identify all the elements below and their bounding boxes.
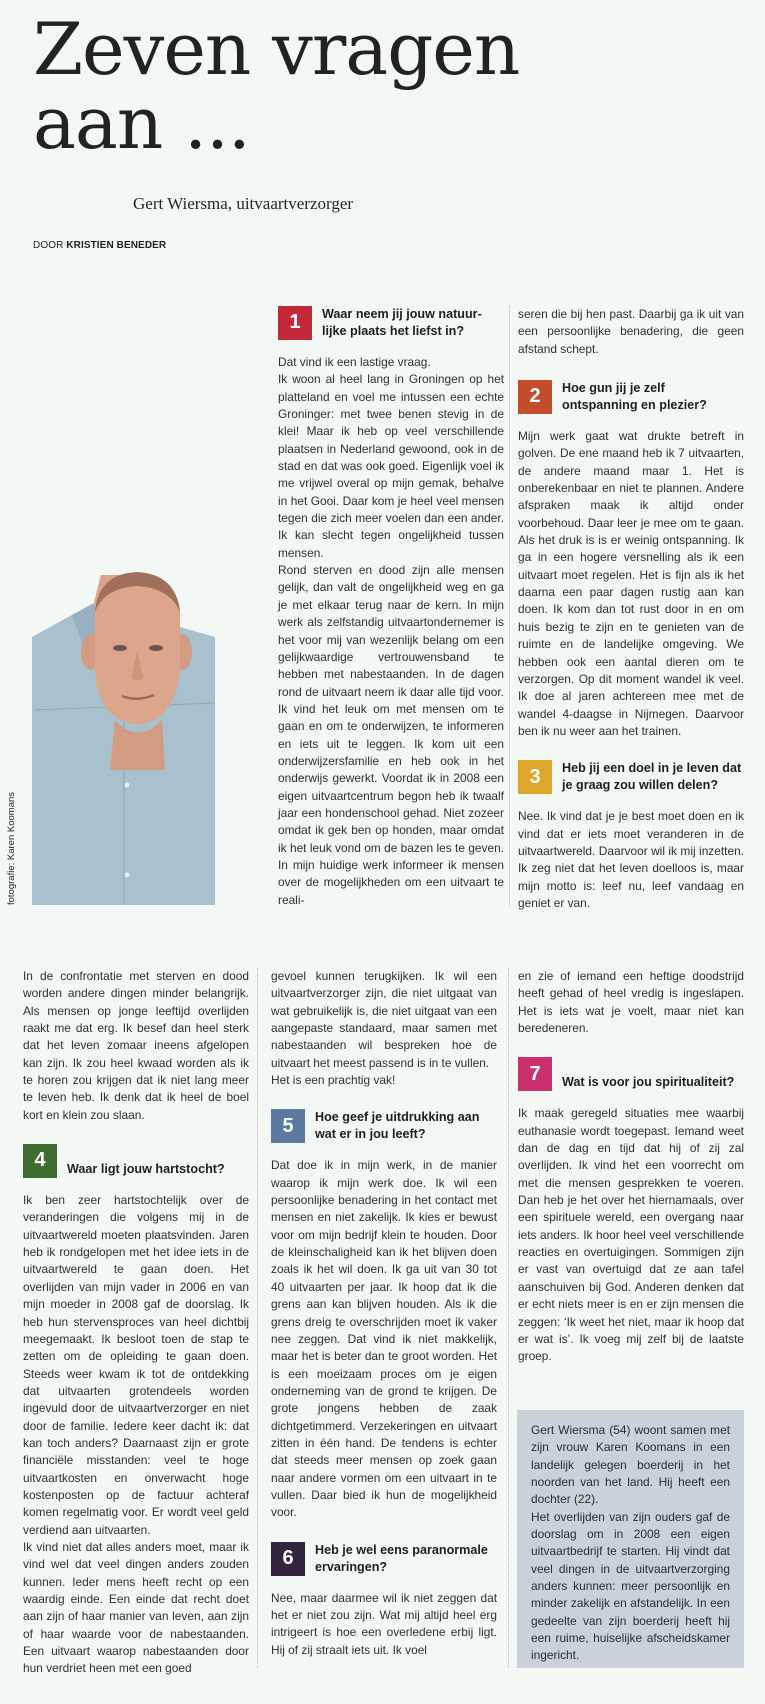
info-paragraph: Gert Wiersma (54) woont samen met zijn vrouw Karen Koomans in een landelijk gelegen boerderij in het noorden van het land. Hij heeft een dochter (22). xyxy=(531,1423,730,1507)
subtitle: Gert Wiersma, uitvaartverzorger xyxy=(133,194,354,213)
answer-paragraph: Nee, maar daarmee wil ik niet zeggen dat het er niet zou zijn. Wat mij altijd heel erg intrigeert is hoe een overledene erbij ligt. Hij of zij straalt iets uit. Ik voel xyxy=(271,1590,497,1657)
question-number-4: 4 xyxy=(23,1144,57,1178)
info-box xyxy=(517,1410,744,1668)
button xyxy=(125,783,130,788)
question-number-5: 5 xyxy=(271,1109,305,1143)
question-heading-5 xyxy=(271,1109,497,1143)
answer-paragraph: Ik woon al heel lang in Groningen op het platteland en voel me intussen een echte Groninger: met twee benen stevig in de klei! Maar ik heb op veel verschillende plaatsen in Nederland gewoond, ook in de stad en dat was ook goed. Eigenlijk voel ik me vrijwel overal op mijn gemak, behalve in het Gooi. Daar kom je heel veel mensen tegen die zich meer voelen dan een ander. Ik kan slecht tegen ongelijkheid tussen mensen. xyxy=(278,372,504,560)
question-text-5: Hoe geef je uitdrukking aan wat er in jou leeft? xyxy=(315,1110,480,1142)
question-heading-1 xyxy=(278,306,504,340)
column-bottom-left xyxy=(23,968,249,1678)
question-text-6: Heb je wel eens paranormale ervaringen? xyxy=(315,1542,488,1574)
question-text-3: Heb jij een doel in je leven dat je graag zou willen delen? xyxy=(562,761,742,793)
question-number-7: 7 xyxy=(518,1057,552,1091)
question-text-2: Hoe gun jij je zelf ontspanning en plezier? xyxy=(562,381,707,413)
question-heading-2 xyxy=(518,380,744,414)
question-number-3: 3 xyxy=(518,760,552,794)
question-text-4: Waar ligt jouw hartstocht? xyxy=(67,1162,225,1177)
question-number-2: 2 xyxy=(518,380,552,414)
question-heading-6 xyxy=(271,1542,497,1576)
portrait-head xyxy=(70,570,205,770)
column-divider xyxy=(257,968,258,1668)
answer-paragraph: Ik ben zeer hartstochtelijk over de veranderingen die volgens mij in de uitvaartwereld moeten plaatsvinden. Jaren heb ik rondgelopen met het idee iets in de uitvaartwereld te gaan doen. Het overlijden van mijn vader in 2006 en van mijn moeder in 2008 gaf de doorslag. Ik heb hun stervensproces van heel dichtbij meegemaakt. Ik besloot toen de stap te zetten om de opleiding te gaan doen. Steeds weer kwam ik tot de ontdekking dat uitvaarten grotendeels worden ingevuld door de uitvaartverzorger en niet door de familie. Iedere keer dacht ik: dat kan toch anders? Daarnaast zijn er grote financiële misstanden: veel te hoge uitvaartkosten en onverwacht hoge kostenposten op de factuur achteraf komen regelmatig voor. Er wordt veel geld verdiend aan uitvaarten. xyxy=(23,1193,249,1537)
right-eye xyxy=(149,645,163,651)
answer-paragraph: Rond sterven en dood zijn alle mensen gelijk, dan valt de ongelijkheid weg en ga je met elkaar terug naar de kern. In mijn werk als zelfstandig uitvaartondernemer is het voor mij van wezenlijk belang om een gelijkwaardige vertrouwensband te hebben met nabestaanden. In de dagen rond de uitvaart neem ik daar alle tijd voor. Ik vind het leuk om met mensen om te gaan en om te onderwijzen, te informeren en iets uit te leggen. Ik kom uit een onderwijzersfamilie en heb ook in het onderwijs gewerkt. Voordat ik in 2008 een eigen uitvaartcentrum begon heb ik twaalf jaar een hondenschool gehad. Niet zozeer omdat ik gek ben op honden, maar omdat ik het leuk vond om de bazen les te geven. In mijn huidige werk informeer ik mensen over de mogelijkheden om een uitvaart te reali- xyxy=(278,563,504,907)
page-title: Zeven vragen aan ... xyxy=(33,7,520,165)
byline-author: KRISTIEN BENEDER xyxy=(66,240,167,251)
info-paragraph: Het overlijden van zijn ouders gaf de doorslag om in 2008 een eigen uitvaartbedrijf te starten. Hij vindt dat veel dingen in de uitvaartverzorging anders kunnen: meer persoonlijk en minder zakelijk en afstandelijk. In een gedeelte van zijn boerderij heeft hij een ruime, huiselijke afscheidskamer ingericht. xyxy=(531,1509,730,1663)
byline xyxy=(33,240,166,251)
answer-paragraph: Mijn werk gaat wat drukte betreft in golven. De ene maand heb ik 7 uitvaarten, de andere maand maar 1. Het is onberekenbaar en niet te plannen. Andere afspraken maak ik altijd onder voorbehoud. Daar leer je mee om te gaan. Als het druk is is er weinig ontspanning. Ik ga in een hogere versnelling als ik een uitvaart moet regelen. Het is fijn als ik het daarna een paar dagen rustig aan kan doen. Ik kom dan tot rust door in en om huis bezig te zijn en te genieten van de ruimte en de landelijke omgeving. We hebben ook een aantal dieren om te verzorgen. Op dit moment wandel ik veel. Ik doe al jaren achtereen mee met de wandel 4-daagse in Nijmegen. Daarvoor ben ik nu weer aan het trainen. xyxy=(518,429,744,738)
question-text-1: Waar neem jij jouw natuur- lijke plaats het liefst in? xyxy=(322,307,482,338)
column-top-right xyxy=(518,306,744,912)
answer-paragraph: Dat vind ik een lastige vraag. xyxy=(278,355,431,369)
column-divider xyxy=(509,306,510,906)
answer-paragraph: Dat doe ik in mijn werk, in de manier waarop ik mijn werk doe. Ik wil een persoonlijke benadering in het contact met mensen en niet zakelijk. Ik kies er bewust voor om mijn bedrijf klein te houden. Door de kleinschaligheid kan ik het blijven doen zoals ik het wil doen. Ik ga uit van 30 tot 40 uitvaarten per jaar. Ik hoop dat ik die grens aan kan blijven houden. Als ik die grens dreig te overschrijden moet ik vaker nee zeggen. Dat vind ik niet makkelijk, maar het is beter dan te groot worden. Het is een moeizaam proces om je eigen onderneming van de grond te krijgen. De grote jongens hebben de zaak dichtgetimmerd. Verzekeringen en uitvaart zitten in één hand. De tendens is echter dat steeds meer mensen op zoek gaan naar andere vormen om een uitvaart in te vullen. Daar bied ik hun de mogelijkheid voor. xyxy=(271,1158,497,1520)
answer-paragraph: In de confrontatie met sterven en dood worden andere dingen minder belangrijk. Als mensen op jonge leeftijd overlijden raakt me dat erg. Ik besef dan heel sterk dat het leven zomaar ineens afgelopen kan zijn. Ik zou heel kwaad worden als ik te horen zou krijgen dat ik niet lang meer te leven heb. Ik denk dat ik heel de boel kort en klein zou slaan. xyxy=(23,969,249,1122)
column-bottom-right xyxy=(518,968,744,1366)
question-number-6: 6 xyxy=(271,1542,305,1576)
column-bottom-middle xyxy=(271,968,497,1659)
answer-paragraph: Ik maak geregeld situaties mee waarbij euthanasie wordt toegepast. Iemand weet dan de dag en tijd dat hij of zij zal overlijden. Ik vind het een voorrecht om met die mensen gesprekken te voeren. Dan heb je het over het hiernamaals, over een spirituele wereld, een overgang naar iets anders. Ik hoor heel veel verschillende reacties en overtuigingen. Sommigen zijn er vast van overtuigd dat ze aan tafel aanschuiven bij God. Anderen denken dat er echt niets meer is en er zijn mensen die zeggen: ‘Ik weet het niet, maar ik hoop dat er wat is’. Ik voeg mij zelf bij de laatste groep. xyxy=(518,1106,744,1364)
question-number-1: 1 xyxy=(278,306,312,340)
question-text-7: Wat is voor jou spiritualiteit? xyxy=(562,1075,735,1090)
answer-paragraph: Ik vind niet dat alles anders moet, maar ik vind wel dat veel dingen anders zouden kunnen. Ieder mens heeft recht op een waardig einde. Een einde dat recht doet aan zijn of haar manier van leven, aan zijn of haar waarde voor de nabestaanden. Een uitvaart waarop nabestaanden door hun verdriet heen met een goed xyxy=(23,1539,249,1676)
question-heading-7 xyxy=(518,1057,744,1091)
byline-prefix: DOOR xyxy=(33,240,64,251)
button xyxy=(125,873,130,878)
face xyxy=(95,575,180,725)
column-divider xyxy=(508,968,509,1668)
neck-shadow xyxy=(110,720,165,770)
column-top-middle xyxy=(278,306,504,909)
answer-paragraph: en zie of iemand een heftige doodstrijd heeft gehad of heel vredig is ingeslapen. Het is iets wat je voelt, maar niet kan beredeneren. xyxy=(518,969,744,1036)
answer-paragraph: seren die bij hen past. Daarbij ga ik uit van een persoonlijke benadering, die geen afstand schept. xyxy=(518,307,744,356)
question-heading-3 xyxy=(518,760,744,794)
photo-credit: fotografie: Karen Koomans xyxy=(6,791,17,905)
answer-paragraph: gevoel kunnen terugkijken. Ik wil een uitvaartverzorger zijn, die niet uitgaat van wat gebruikelijk is, die niet uitgaat van een aangepaste standaard, maar samen met nabestaanden wil bespreken hoe de uitvaart het meest passend is in te vullen. xyxy=(271,969,497,1070)
answer-paragraph: Nee. Ik vind dat je je best moet doen en ik vind dat er iets moet veranderen in de uitvaartwereld. Daarvoor wil ik mij inzetten. Ik zeg niet dat het leven doelloos is, maar mijn motto is: leef nu, leef vandaag en geniet er van. xyxy=(518,809,744,910)
answer-paragraph: Het is een prachtig vak! xyxy=(271,1073,396,1088)
question-heading-4 xyxy=(23,1144,249,1178)
left-eye xyxy=(113,645,127,651)
